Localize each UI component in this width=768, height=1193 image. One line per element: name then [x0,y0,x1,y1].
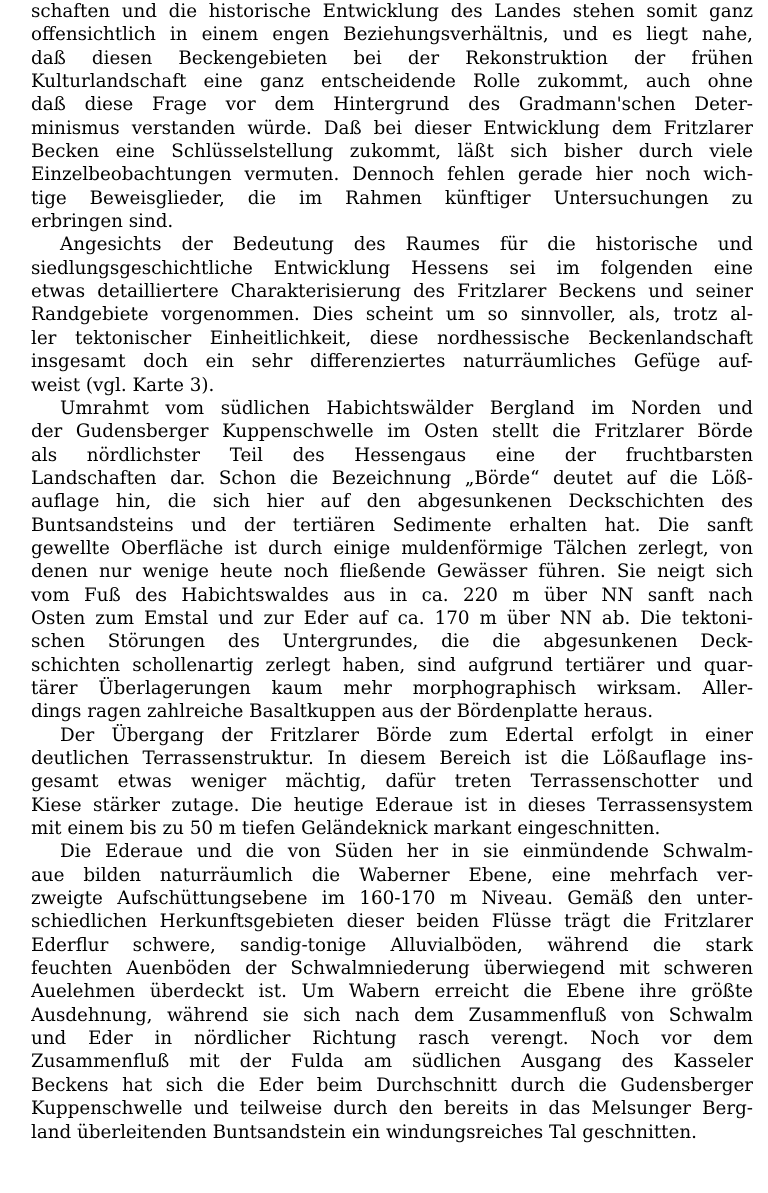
paragraph [31,0,753,233]
text-line: Ausdehnung, während sie sich nach dem Zusammenfluß von Schwalm [31,1004,753,1026]
text-line: Auelehmen überdeckt ist. Um Wabern erreicht die Ebene ihre größte [31,981,753,1003]
text-line: erbringen sind. [31,211,174,233]
text-line: daß diese Frage vor dem Hintergrund des Gradmann'schen Deter- [31,94,753,116]
text-line: siedlungsgeschichtliche Entwicklung Hessens sei im folgenden eine [31,257,753,279]
text-line: mit einem bis zu 50 m tiefen Geländeknick markant eingeschnitten. [31,818,661,840]
text-line: dings ragen zahlreiche Basaltkuppen aus der Bördenplatte heraus. [31,701,654,723]
text-line: deutlichen Terrassenstruktur. In diesem Bereich ist die Lößauflage ins- [31,748,753,769]
text-line: minismus verstanden würde. Daß bei dieser Entwicklung dem Fritzlarer [31,117,753,139]
text-line: insgesamt doch ein sehr differenziertes naturräumliches Gefüge auf- [31,351,753,373]
text-line: Kulturlandschaft eine ganz entscheidende Rolle zukommt, auch ohne [31,71,753,93]
paragraph [31,724,753,841]
paragraph [31,397,753,724]
text-line: Beckens hat sich die Eder beim Durchschnitt durch die Gudensberger [31,1074,753,1096]
text-line: Kiese stärker zutage. Die heutige Ederaue ist in dieses Terrassensystem [31,794,753,816]
text-line: gewellte Oberfläche ist durch einige muldenförmige Tälchen zerlegt, von [31,537,753,559]
text-line: feuchten Auenböden der Schwalmniederung überwiegend mit schweren [31,958,753,980]
text-line: Angesichts der Bedeutung des Raumes für die historische und [60,234,753,256]
text-line: schaften und die historische Entwicklung des Landes stehen somit ganz [31,1,753,22]
text-line: daß diesen Beckengebieten bei der Rekonstruktion der frühen [31,47,753,69]
text-line: schichten schollenartig zerlegt haben, sind aufgrund tertiärer und quar- [31,654,753,676]
text-line: vom Fuß des Habichtswaldes aus in ca. 220 m über NN sanft nach [31,584,753,606]
text-line: schen Störungen des Untergrundes, die die abgesunkenen Deck- [31,631,753,653]
text-line: tige Beweisglieder, die im Rahmen künftiger Untersuchungen zu [31,187,753,209]
text-line: denen nur wenige heute noch fließende Gewässer führen. Sie neigt sich [31,561,753,583]
text-line: Umrahmt vom südlichen Habichtswälder Bergland im Norden und [60,397,753,419]
text-line: als nördlichster Teil des Hessengaus eine der fruchtbarsten [31,444,753,466]
text-line: Zusammenfluß mit der Fulda am südlichen Ausgang des Kasseler [31,1051,753,1073]
text-line: Osten zum Emstal und zur Eder auf ca. 170 m über NN ab. Die tektoni- [31,607,753,629]
text-line: Kuppenschwelle und teilweise durch den bereits in das Melsunger Berg- [31,1098,753,1120]
text-line: tärer Überlagerungen kaum mehr morphographisch wirksam. Aller- [31,677,753,699]
text-line: Ederflur schwere, sandig-tonige Alluvialböden, während die stark [31,934,753,956]
text-line: auflage hin, die sich hier auf den abgesunkenen Deckschichten des [31,491,753,513]
text-line: offensichtlich in einem engen Beziehungsverhältnis, und es liegt nahe, [31,24,753,46]
text-line: etwas detailliertere Charakterisierung des Fritzlarer Beckens und seiner [31,281,753,303]
text-line: Becken eine Schlüsselstellung zukommt, läßt sich bisher durch viele [31,141,753,163]
text-line: Einzelbeobachtungen vermuten. Dennoch fehlen gerade hier noch wich- [31,164,753,186]
text-line: weist (vgl. Karte 3). [31,374,215,396]
paragraph [31,840,753,1143]
text-line: schiedlichen Herkunftsgebieten dieser beiden Flüsse trägt die Fritzlarer [31,911,753,933]
text-line: Buntsandsteins und der tertiären Sedimente erhalten hat. Die sanft [31,514,753,536]
text-line: Randgebiete vorgenommen. Dies scheint um so sinnvoller, als, trotz al- [31,304,753,326]
paragraph [31,233,753,396]
text-line: Der Übergang der Fritzlarer Börde zum Edertal erfolgt in einer [60,724,753,746]
text-line: aue bilden naturräumlich die Waberner Ebene, eine mehrfach ver- [31,864,753,886]
text-line: zweigte Aufschüttungsebene im 160-170 m Niveau. Gemäß den unter- [31,888,753,910]
text-line: gesamt etwas weniger mächtig, dafür treten Terrassenschotter und [31,771,753,793]
document-page [31,0,753,1144]
text-line: land überleitenden Buntsandstein ein windungsreiches Tal geschnitten. [31,1121,697,1143]
text-line: und Eder in nördlicher Richtung rasch verengt. Noch vor dem [31,1028,753,1050]
text-line: ler tektonischer Einheitlichkeit, diese nordhessische Beckenlandschaft [31,327,753,349]
text-line: Die Ederaue und die von Süden her in sie einmündende Schwalm- [60,841,753,863]
text-line: der Gudensberger Kuppenschwelle im Osten stellt die Fritzlarer Börde [31,421,753,443]
text-line: Landschaften dar. Schon die Bezeichnung „Börde“ deutet auf die Löß- [31,467,753,489]
